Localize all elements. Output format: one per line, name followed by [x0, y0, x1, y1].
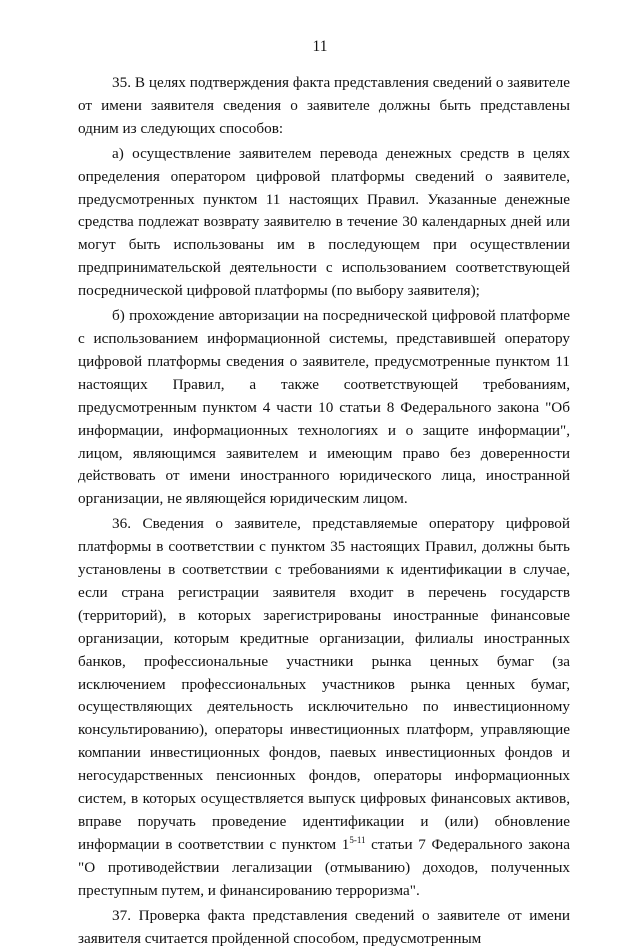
paragraph-36 — [78, 513, 570, 902]
paragraph-35-a: а) осуществление заявителем перевода денежных средств в целях определения оператором цифровой платформы сведений о заявителе, предусмотренных пунктом 11 настоящих Правил. Указанные денежные средства подлежат возврату заявителю в течение 30 календарных дней или могут быть использованы им в последующем при осуществлении предпринимательской деятельности с использованием соответствующей посреднической цифровой платформы (по выбору заявителя); — [78, 144, 570, 300]
paragraph-36-text-before: 36. Сведения о заявителе, представляемые оператору цифровой платформы в соответствии с пунктом 35 настоящих Правил, должны быть установлены в соответствии с требованиями к идентификации в случае, если страна регистрации заявителя входит в перечень государств (территорий), в которых зарегистрированы иностранные финансовые организации, которым кредитные организации, филиалы иностранных банков, профессиональные участники рынка ценных бумаг (за исключением профессиональных участников рынка ценных бумаг, осуществляющих деятельность исключительно по инвестиционному консультированию), операторы инвестиционных платформ, управляющие компании инвестиционных фондов, паевых инвестиционных фондов и негосударственных пенсионных фондов, операторы информационных систем, в которых осуществляется выпуск цифровых финансовых активов, вправе поручать проведение идентификации и (или) обновление информации в соответствии с пунктом 1 — [78, 515, 570, 853]
page-number: 11 — [312, 38, 328, 55]
paragraph-37: 37. Проверка факта представления сведений о заявителе от имени заявителя считается пройденной способом, предусмотренным — [78, 906, 570, 947]
paragraph-35: 35. В целях подтверждения факта представления сведений о заявителе от имени заявителя сведения о заявителе должны быть представлены одним из следующих способов: — [78, 74, 570, 137]
paragraph-35-b: б) прохождение авторизации на посреднической цифровой платформе с использованием информационной системы, представившей оператору цифровой платформы сведения о заявителе, предусмотренные пунктом 11 настоящих Правил, а также соответствующей требованиям, предусмотренным пунктом 4 части 10 статьи 8 Федерального закона "Об информации, информационных технологиях и о защите информации", лицом, являющимся заявителем и имеющим право без доверенности действовать от имени иностранного юридического лица, иностранной организации, не являющейся юридическим лицом. — [78, 307, 570, 508]
paragraph-36-text-after: статьи 7 Федерального закона "О противодействии легализации (отмыванию) доходов, полученных преступным путем, и финансированию терроризма". — [78, 835, 570, 899]
document-body — [78, 72, 570, 952]
paragraph-36-superscript: 5-11 — [349, 834, 366, 845]
